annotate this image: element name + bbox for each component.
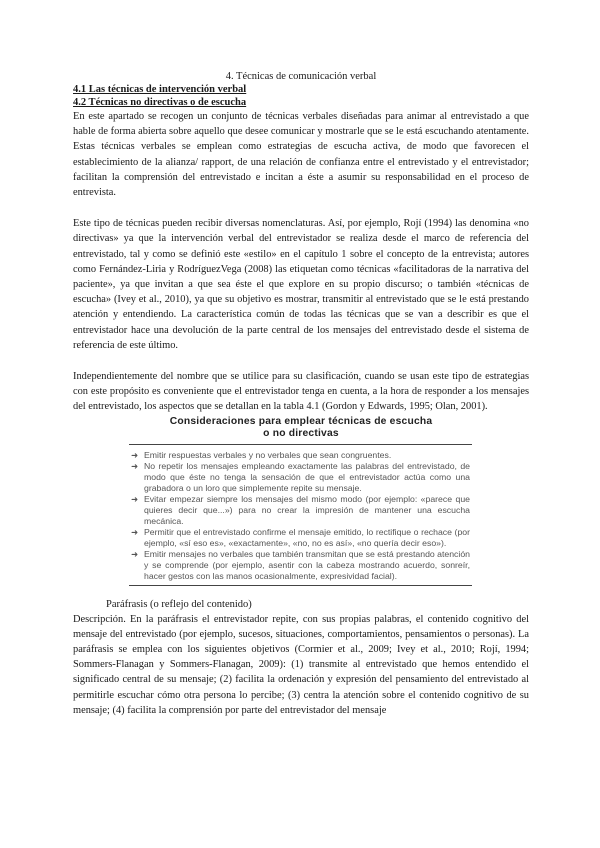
paragraph-intro: En este apartado se recogen un conjunto de técnicas verbales diseñadas para animar al entrevistado a que hable de forma abierta sobre aquello que desee comunicar y mostrarle que se le está escuchando atentamente. Estas técnicas verbales se emplean como estrategias de escucha activa, de modo que favorecen el establecimiento de la alianza/ rapport, de una relación de confianza entre el entrevistado y el entrevistador; facilitan la comprensión del entrevistado e incitan a éste a asumir su responsabilidad en el proceso de entrevista. [73,111,529,199]
table-4-1-figure [73,416,529,586]
list-item [131,549,470,582]
chapter-title: 4. Técnicas de comunicación verbal [225,71,377,82]
list-item-text: Emitir mensajes no verbales que también transmitan que se está prestando atención y se comprende (por ejemplo, asentir con la cabeza mostrando acuerdo, sonreír, hacer gestos con las manos ocasionalmente, expresividad facial). [144,548,470,581]
arrow-bullet-icon: ➜ [131,493,139,504]
paragraph-table-reference: Independientemente del nombre que se utilice para su clasificación, cuando se usan este tipo de estrategias con este propósito es conveniente que el entrevistador tenga en cuenta, a la hora de responder a los mensajes del entrevistado, los aspectos que se detallan en la tabla 4.1 (Gordon y Edwards, 1995; Olan, 2001). [73,371,529,413]
figure-title-line-2: o no directivas [263,427,339,439]
document-page [73,70,529,718]
list-item-text: Emitir respuestas verbales y no verbales que sean congruentes. [144,449,392,460]
list-item-text: Permitir que el entrevistado confirme el mensaje emitido, lo rectifique o rechace (por ejemplo, «sí eso es», «exactamente», «no, no es así», «no quería decir eso»). [144,526,470,548]
list-item [131,450,470,461]
list-item [131,527,470,549]
figure-title [73,416,529,440]
figure-list [129,444,472,586]
list-item-text: Evitar empezar siempre los mensajes del mismo modo (por ejemplo: «parece que quieres decir que...») para no crear la impresión de mantener una escucha mecánica. [144,493,470,526]
heading-4-2: 4.2 Técnicas no directivas o de escucha [73,97,247,108]
arrow-bullet-icon: ➜ [131,526,139,537]
paragraph-paraphrase: Descripción. En la paráfrasis el entrevistador repite, con sus propias palabras, el contenido cognitivo del mensaje del entrevistado (por ejemplo, sucesos, situaciones, comportamientos, pensamientos o personas). La paráfrasis se emplea con los siguientes objetivos (Cormier et al., 2009; Ivey et al., 2010; Rojí, 1994; Sommers-Flanagan y Sommers-Flanagan, 2009): (1) transmite al entrevistado que hemos entendido el significado central de su mensaje; (2) facilita la ordenación y expresión del pensamiento del entrevistado al permitirle escuchar cómo otra persona lo percibe; (3) centra la atención sobre el contenido cognitivo de su mensaje; (4) facilita la comprensión por parte del entrevistador del mensaje [73,613,529,716]
figure-title-line-1: Consideraciones para emplear técnicas de escucha [169,415,433,427]
paragraph-nomenclature: Este tipo de técnicas pueden recibir diversas nomenclaturas. Así, por ejemplo, Rojí (1994) las denomina «no directivas» ya que la intervención verbal del entrevistador se realiza desde el marco de referencia del entrevistado, tal y como se definió este «estilo» en el capítulo 1 sobre el concepto de la entrevista; autores como Fernández-Liria y RodríguezVega (2008) las etiquetan como técnicas «facilitadoras de la narrativa del paciente», ya que invitan a que sea éste el que explore en su propio discurso; o también «técnicas de escucha» (Ivey et al., 2010), ya que su objetivo es mostrar, transmitir al entrevistado que se le está prestando atención y entendiendo. La característica común de todas las técnicas que se van a describir es que el entrevistador hace una devolución de la parte central de los mensajes del entrevistado desde el sistema de referencia de este último. [73,218,529,351]
heading-4-1: 4.1 Las técnicas de intervención verbal [73,84,247,95]
list-item [131,494,470,527]
arrow-bullet-icon: ➜ [131,548,139,559]
arrow-bullet-icon: ➜ [131,449,139,460]
list-item-text: No repetir los mensajes empleando exactamente las palabras del entrevistado, de modo que éste no tenga la sensación de que el entrevistador actúa como una grabadora o un loro que simplemente repite su mensaje. [144,460,470,493]
list-item [131,461,470,494]
arrow-bullet-icon: ➜ [131,460,139,471]
subsection-title: Paráfrasis (o reflejo del contenido) [106,598,252,610]
